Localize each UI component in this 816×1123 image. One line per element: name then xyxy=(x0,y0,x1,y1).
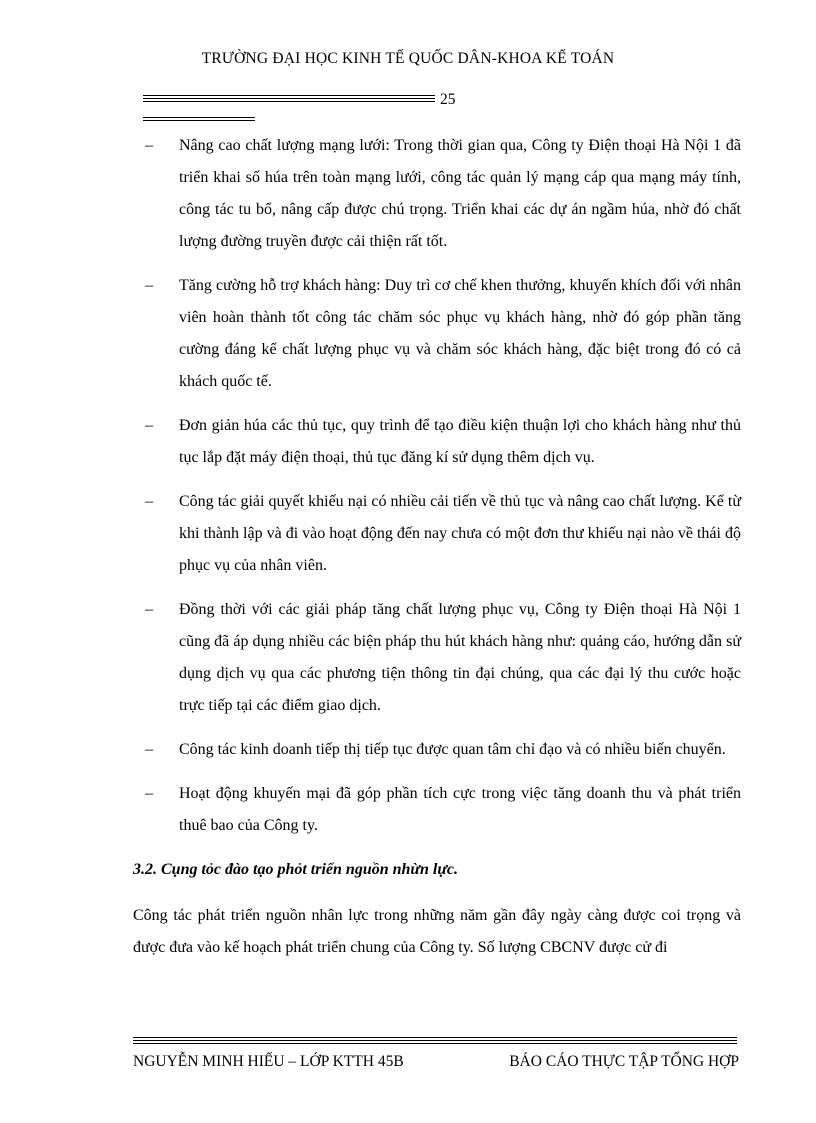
list-item-text: Công tác giải quyết khiếu nại có nhiều cải tiến về thủ tục và nâng cao chất lượng. Kể từ khi thành lập và đi vào hoạt động đến nay chưa có một đơn thư khiếu nại nào về thái độ phục vụ của nhân viên. xyxy=(179,493,741,574)
list-item xyxy=(133,594,741,722)
list-item-text: Đơn giản húa các thủ tục, quy trình để tạo điều kiện thuận lợi cho khách hàng như thủ tục lắp đặt máy điện thoại, thủ tục đăng kí sử dụng thêm dịch vụ. xyxy=(179,417,741,466)
page-header-title: TRƯỜNG ĐẠI HỌC KINH TẾ QUỐC DÂN-KHOA KẾ TOÁN xyxy=(201,50,615,67)
list-item xyxy=(133,410,741,474)
list-item-text: Hoạt động khuyến mại đã góp phần tích cực trong việc tăng doanh thu và phát triển thuê bao của Công ty. xyxy=(179,785,741,834)
list-item-text: Tăng cường hỗ trợ khách hàng: Duy trì cơ chế khen thưởng, khuyến khích đối với nhân viên hoàn thành tốt công tác chăm sóc phục vụ khách hàng, nhờ đó góp phần tăng cường đáng kể chất lượng phục vụ và chăm sóc khách hàng, đặc biệt trong đó có cả khách quốc tế. xyxy=(179,277,741,390)
bullet-dash: – xyxy=(145,277,153,294)
bullet-dash: – xyxy=(145,417,153,434)
list-item xyxy=(133,734,741,766)
section-heading: 3.2. Cụng tỏc đào tạo phỏt triển nguồn nhừn lực. xyxy=(133,861,459,878)
bullet-dash: – xyxy=(145,785,153,802)
document-body xyxy=(133,130,741,964)
body-paragraph: Công tác phát triển nguồn nhân lực trong những năm gần đây ngày càng được coi trọng và được đưa vào kế hoạch phát triển chung của Công ty. Số lượng CBCNV được cử đi xyxy=(133,907,741,956)
list-item xyxy=(133,130,741,258)
footer-author: NGUYỄN MINH HIẾU – LỚP KTTH 45B xyxy=(133,1053,404,1070)
bullet-dash: – xyxy=(145,741,153,758)
list-item xyxy=(133,486,741,582)
list-item xyxy=(133,778,741,842)
bullet-dash: – xyxy=(145,493,153,510)
list-item-text: Đồng thời với các giải pháp tăng chất lượng phục vụ, Công ty Điện thoại Hà Nội 1 cũng đã áp dụng nhiều các biện pháp thu hút khách hàng như: quảng cáo, hướng dẫn sử dụng dịch vụ qua các phương tiện thông tin đại chúng, qua các đại lý thu cước hoặc trực tiếp tại các điểm giao dịch. xyxy=(179,601,741,714)
list-item-text: Nâng cao chất lượng mạng lưới: Trong thời gian qua, Công ty Điện thoại Hà Nội 1 đã triển khai số húa trên toàn mạng lưới, công tác quản lý mạng cáp qua mạng máy tính, công tác tu bổ, nâng cấp được chú trọng. Triển khai các dự án ngầm húa, nhờ đó chất lượng đường truyền được cải thiện rất tốt. xyxy=(179,137,741,250)
header-rule-long xyxy=(143,95,435,104)
list-item xyxy=(133,270,741,398)
header-rule-short xyxy=(143,117,255,123)
page-number: 25 xyxy=(440,91,456,108)
page-footer xyxy=(133,1053,739,1071)
bullet-dash: – xyxy=(145,137,153,154)
footer-report-title: BÁO CÁO THỰC TẬP TỔNG HỢP xyxy=(509,1053,739,1070)
footer-rule xyxy=(133,1037,737,1046)
bullet-dash: – xyxy=(145,601,153,618)
list-item-text: Công tác kinh doanh tiếp thị tiếp tục được quan tâm chỉ đạo và có nhiều biến chuyển. xyxy=(179,741,726,758)
